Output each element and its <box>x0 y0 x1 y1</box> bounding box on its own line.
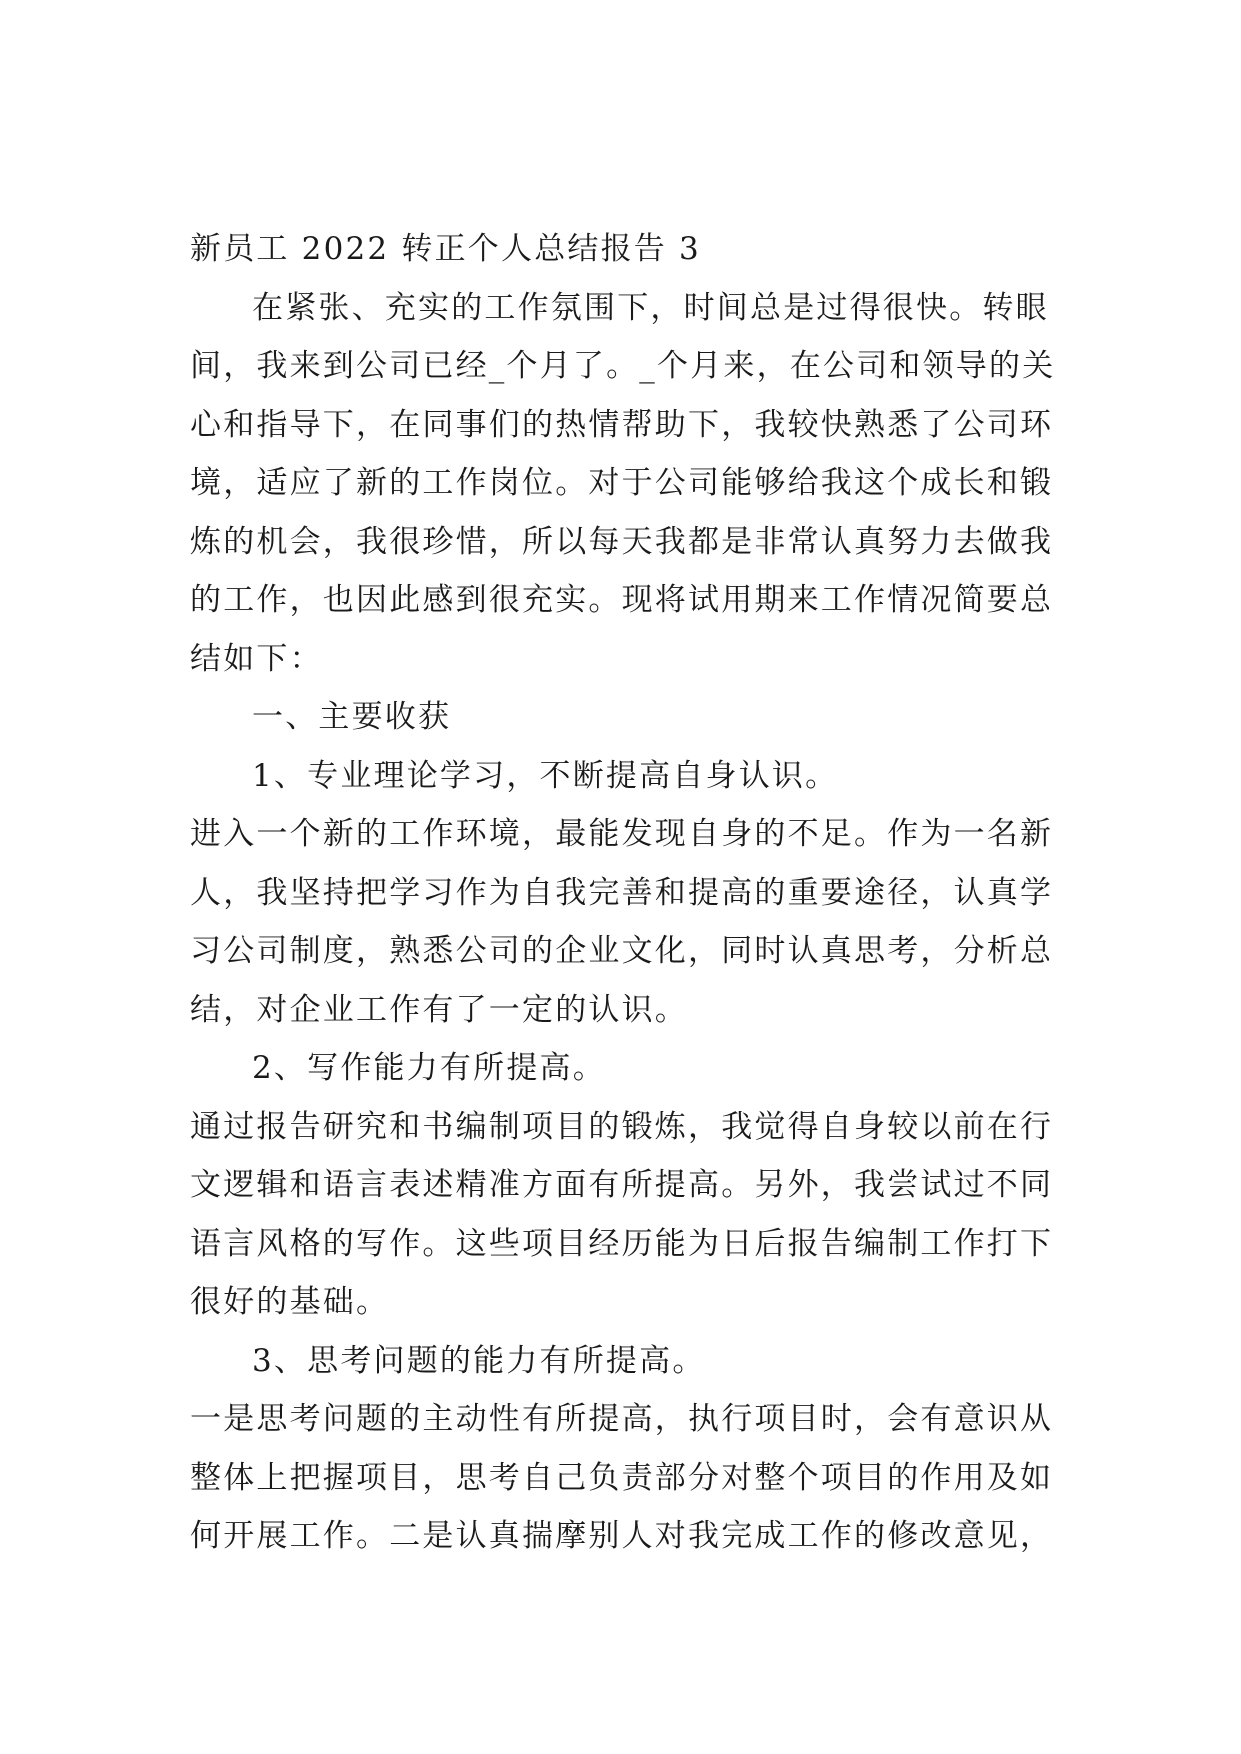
paragraph-line: 结如下： <box>190 640 323 677</box>
paragraph-line: 境，适应了新的工作岗位。对于公司能够给我这个成长和锻 <box>190 465 1054 501</box>
subsection-heading: 2、写作能力有所提高。 <box>252 1050 606 1086</box>
paragraph-line: 很好的基础。 <box>190 1284 390 1320</box>
paragraph-line: 语言风格的写作。这些项目经历能为日后报告编制工作打下 <box>190 1225 1054 1262</box>
paragraph-line: 何开展工作。二是认真揣摩别人对我完成工作的修改意见， <box>190 1518 1054 1554</box>
paragraph-line: 文逻辑和语言表述精准方面有所提高。另外，我尝试过不同 <box>190 1167 1054 1203</box>
paragraph-line: 人，我坚持把学习作为自我完善和提高的重要途径，认真学 <box>190 874 1054 911</box>
paragraph-line: 习公司制度，熟悉公司的企业文化，同时认真思考，分析总 <box>190 933 1054 969</box>
paragraph-line: 结，对企业工作有了一定的认识。 <box>190 991 688 1028</box>
paragraph-line: 的工作，也因此感到很充实。现将试用期来工作情况简要总 <box>190 582 1054 618</box>
paragraph-line: 整体上把握项目，思考自己负责部分对整个项目的作用及如 <box>190 1459 1054 1496</box>
paragraph-line: 在紧张、充实的工作氛围下，时间总是过得很快。转眼 <box>252 289 1049 326</box>
paragraph-line: 进入一个新的工作环境，最能发现自身的不足。作为一名新 <box>190 816 1054 852</box>
paragraph-line: 心和指导下，在同事们的热情帮助下，我较快熟悉了公司环 <box>190 406 1054 443</box>
paragraph-line: 炼的机会，我很珍惜，所以每天我都是非常认真努力去做我 <box>190 523 1054 560</box>
paragraph-line: 一是思考问题的主动性有所提高，执行项目时，会有意识从 <box>190 1401 1054 1437</box>
paragraph-line: 间，我来到公司已经_个月了。_个月来，在公司和领导的关 <box>190 348 1056 384</box>
document-body <box>190 220 1060 1566</box>
subsection-heading: 1、专业理论学习，不断提高自身认识。 <box>252 757 839 794</box>
subsection-heading: 3、思考问题的能力有所提高。 <box>252 1342 706 1379</box>
section-heading: 一、主要收获 <box>252 699 452 735</box>
document-title: 新员工 2022 转正个人总结报告 3 <box>190 231 701 267</box>
paragraph-line: 通过报告研究和书编制项目的锻炼，我觉得自身较以前在行 <box>190 1108 1054 1145</box>
